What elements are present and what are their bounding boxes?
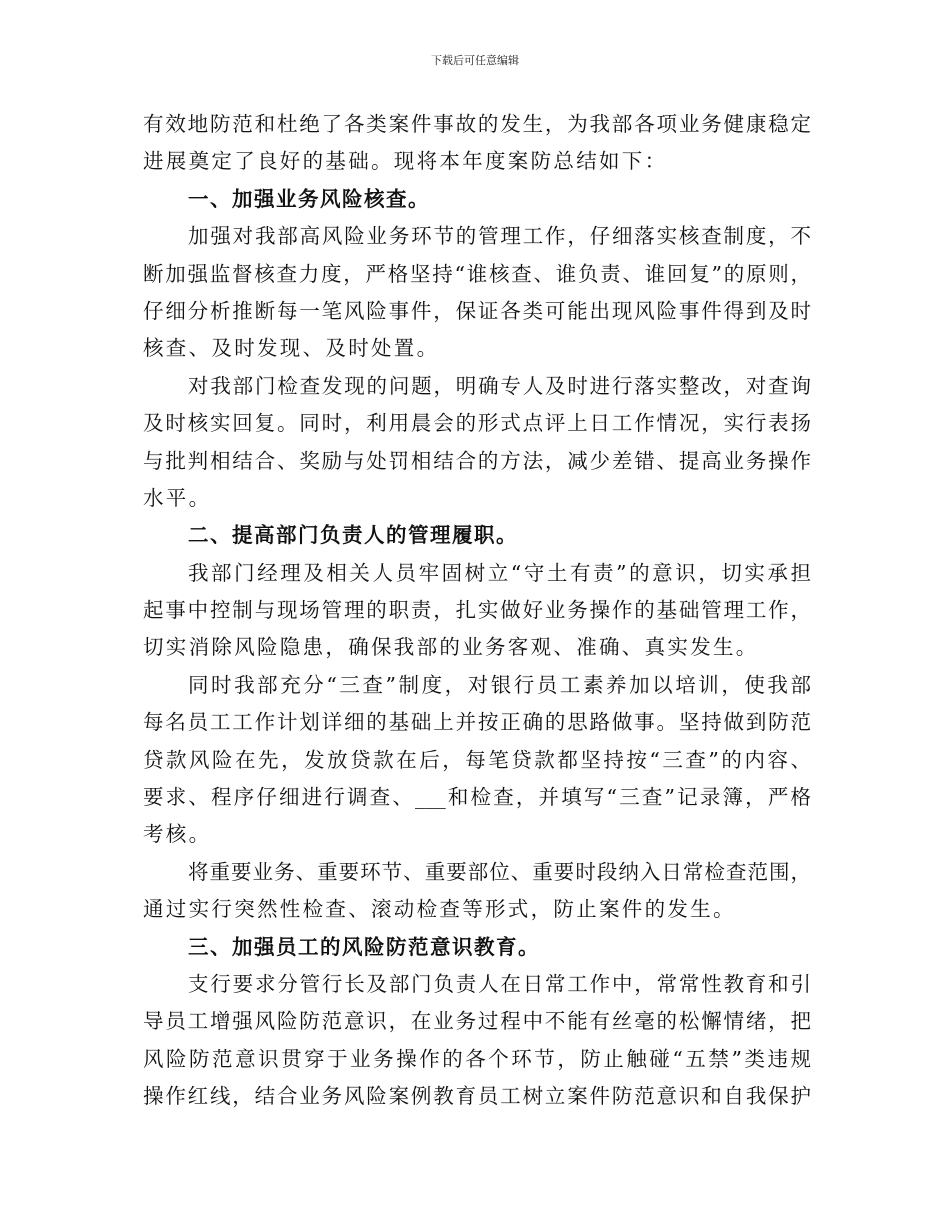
text-line: 要求、程序仔细进行调查、___和检查，并填写“三查”记录簿，严格 (143, 785, 811, 810)
text-line: 风险防范意识贯穿于业务操作的各个环节，防止触碰“五禁”类违规 (143, 1046, 811, 1071)
section-heading: 一、加强业务风险核查。 (188, 186, 430, 211)
paragraph-last-line: 核查、及时发现、及时处置。 (143, 336, 440, 361)
paragraph-first-line: 对我部门检查发现的问题，明确专人及时进行落实整改，对查询 (188, 373, 811, 398)
paragraph-last-line: 切实消除风险隐患，确保我部的业务客观、准确、真实发生。 (143, 635, 759, 660)
text-line: 有效地防范和杜绝了各类案件事故的发生，为我部各项业务健康稳定 (143, 112, 811, 136)
text-line: 与批判相结合、奖励与处罚相结合的方法，减少差错、提高业务操作 (143, 448, 811, 473)
text-line: 仔细分析推断每一笔风险事件，保证各类可能出现风险事件得到及时 (143, 298, 811, 323)
paragraph-first-line: 将重要业务、重要环节、重要部位、重要时段纳入日常检查范围， (188, 859, 811, 884)
paragraph-last-line: 通过实行突然性检查、滚动检查等形式，防止案件的发生。 (143, 897, 736, 922)
paragraph-last-line: 水平。 (143, 485, 212, 510)
paragraph-first-line: 我部门经理及相关人员牢固树立“守土有责”的意识，切实承担 (188, 560, 811, 585)
text-line: 贷款风险在先，发放贷款在后，每笔贷款都坚持按“三查”的内容、 (143, 747, 811, 772)
text-line: 及时核实回复。同时，利用晨会的形式点评上日工作情况，实行表扬 (143, 411, 811, 436)
paragraph-first-line: 加强对我部高风险业务环节的管理工作，仔细落实核查制度，不 (188, 224, 811, 249)
section-heading: 三、加强员工的风险防范意识教育。 (188, 934, 540, 959)
paragraph-last-line: 考核。 (143, 822, 212, 847)
paragraph-last-line: 进展奠定了良好的基础。现将本年度案防总结如下： (143, 149, 668, 174)
paragraph-first-line: 同时我部充分“三查”制度，对银行员工素养加以培训，使我部 (188, 672, 811, 697)
text-line: 操作红线，结合业务风险案例教育员工树立案件防范意识和自我保护 (143, 1084, 811, 1109)
text-line: 每名员工工作计划详细的基础上并按正确的思路做事。坚持做到防范 (143, 710, 811, 735)
section-heading: 二、提高部门负责人的管理履职。 (188, 523, 518, 548)
text-line: 起事中控制与现场管理的职责，扎实做好业务操作的基础管理工作， (143, 598, 811, 623)
document-body (143, 106, 811, 1116)
text-line: 断加强监督核查力度，严格坚持“谁核查、谁负责、谁回复”的原则， (143, 261, 811, 286)
paragraph-first-line: 支行要求分管行长及部门负责人在日常工作中，常常性教育和引 (188, 971, 811, 996)
text-line: 导员工增强风险防范意识，在业务过程中不能有丝毫的松懈情绪，把 (143, 1009, 811, 1034)
page-header: 下载后可任意编辑 (431, 54, 519, 67)
